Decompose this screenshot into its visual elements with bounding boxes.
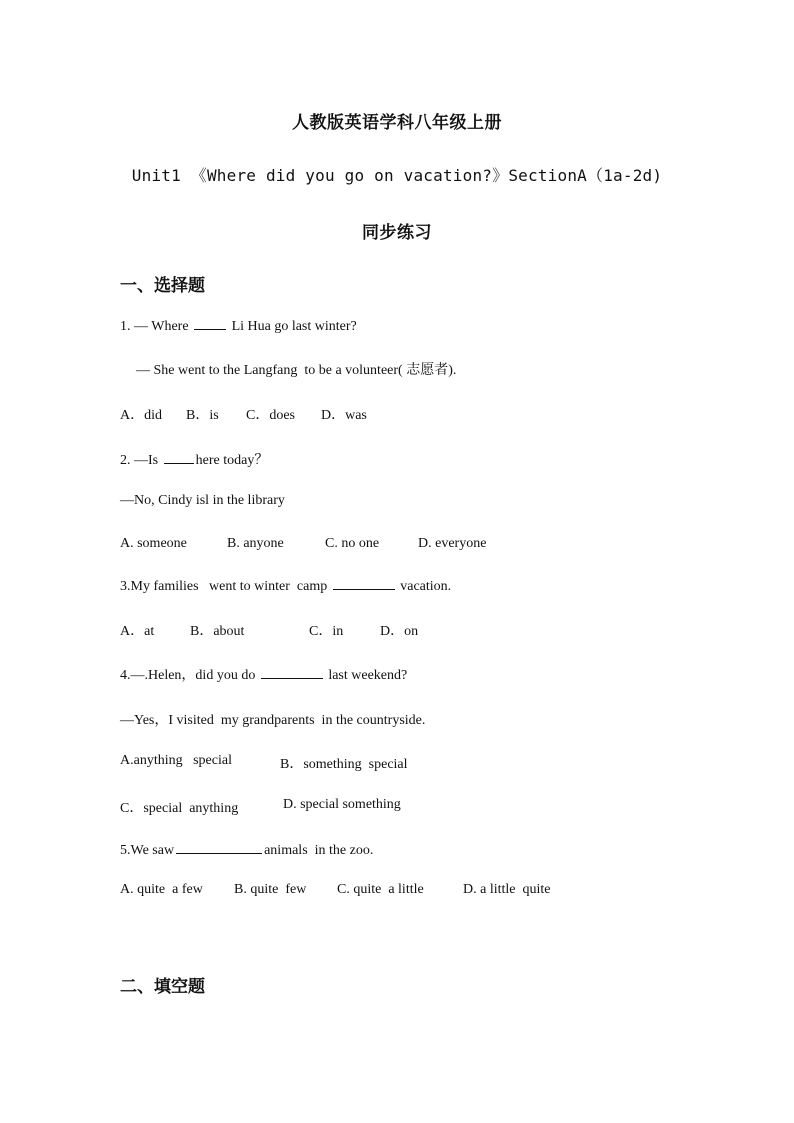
answer-blank	[261, 666, 323, 679]
question-4-stem	[120, 664, 407, 684]
question-4-option-d: D. special something	[283, 797, 401, 812]
question-1-option-c: C．does	[246, 408, 295, 423]
question-4-stem-end: last weekend?	[328, 668, 408, 683]
question-4-option-b: B．something special	[280, 757, 408, 772]
question-1-reply: — She went to the Langfang to be a volunteer( 志愿者).	[136, 363, 457, 378]
question-3-stem-start: 3.My families went to winter camp	[120, 579, 328, 594]
question-3-option-d: D．on	[380, 624, 419, 639]
question-1-option-b: B．is	[186, 408, 219, 423]
question-1-stem-start: 1. — Where	[120, 319, 189, 334]
question-4-stem-start: 4.—.Helen，did you do	[120, 668, 256, 683]
question-4-reply: —Yes，I visited my grandparents in the countryside.	[120, 713, 426, 728]
question-1-option-d: D．was	[321, 408, 367, 423]
question-2-option-b: B. anyone	[227, 536, 284, 551]
question-5-stem	[120, 841, 373, 859]
answer-blank	[176, 841, 262, 854]
question-2-option-a: A. someone	[120, 536, 187, 551]
question-1-option-a: A．did	[120, 408, 162, 423]
answer-blank	[164, 451, 194, 464]
question-2-option-c: C. no one	[325, 536, 380, 551]
unit-title: Unit1 《Where did you go on vacation?》SectionA（1a-2d)	[131, 166, 663, 185]
answer-blank	[333, 577, 395, 590]
document-title: 人教版英语学科八年级上册	[292, 113, 502, 133]
question-4-option-c: C．special anything	[120, 801, 239, 816]
question-5-option-c: C. quite a little	[337, 882, 424, 897]
question-3-stem	[120, 577, 451, 595]
question-5-option-a: A. quite a few	[120, 882, 203, 897]
answer-blank	[194, 317, 226, 330]
question-2-stem	[120, 449, 268, 469]
document-subtitle: 同步练习	[362, 223, 432, 243]
question-1-stem	[120, 317, 357, 335]
question-5-option-d: D. a little quite	[463, 882, 551, 897]
question-4-option-a: A.anything special	[120, 753, 232, 768]
section-heading-choice: 一、选择题	[120, 276, 205, 296]
question-3-option-c: C．in	[309, 624, 344, 639]
question-2-reply: —No, Cindy isl in the library	[120, 493, 285, 508]
question-1-stem-end: Li Hua go last winter?	[231, 319, 357, 334]
question-3-option-a: A．at	[120, 624, 155, 639]
question-2-stem-end: here today？	[195, 453, 269, 468]
question-5-option-b: B. quite few	[234, 882, 307, 897]
question-2-stem-start: 2. —Is	[120, 453, 159, 468]
question-2-option-d: D. everyone	[418, 536, 487, 551]
question-5-stem-end: animals in the zoo.	[264, 843, 374, 858]
section-heading-fill-blank: 二、填空题	[120, 977, 205, 997]
question-5-stem-start: 5.We saw	[120, 843, 175, 858]
question-3-stem-end: vacation.	[400, 579, 452, 594]
question-3-option-b: B．about	[190, 624, 245, 639]
